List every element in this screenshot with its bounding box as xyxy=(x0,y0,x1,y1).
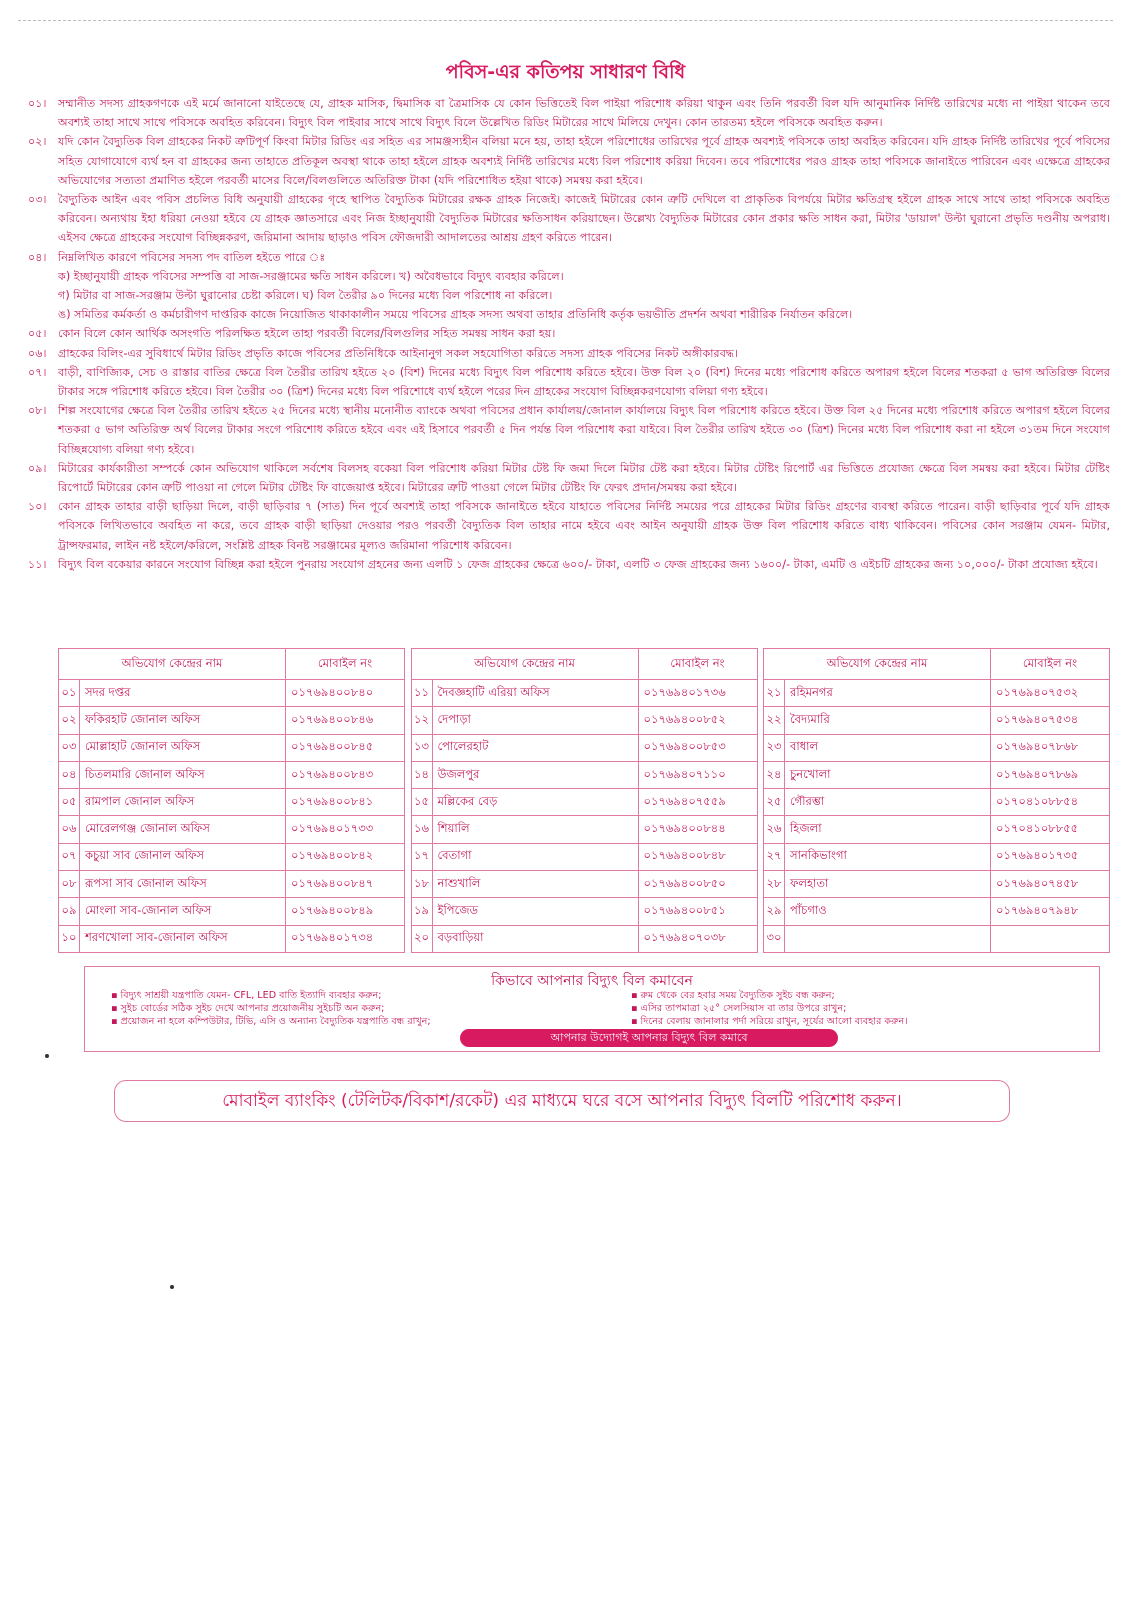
phone-cell: ০১৭৬৯৪০০৮৪৪ xyxy=(638,816,757,843)
phone-cell: ০১৭৬৯৪০০৮৫০ xyxy=(638,871,757,898)
serial-cell: ২৭ xyxy=(764,843,785,870)
phone-cell xyxy=(991,925,1110,952)
phone-cell: ০১৭৬৯৪০০৮৪৫ xyxy=(286,734,405,761)
phone-cell: ০১৭৬৯৪০০৮৪৬ xyxy=(286,707,405,734)
rule-item xyxy=(28,324,1110,343)
table-row xyxy=(764,789,1110,816)
rule-item xyxy=(28,363,1110,401)
serial-cell: ২৮ xyxy=(764,871,785,898)
tip-item: ▪ এসির তাপমাত্রা ২৫° সেলসিয়াস বা তার উপরে রাখুন; xyxy=(631,1003,847,1014)
complaint-centers xyxy=(58,648,1110,953)
phone-cell: ০১৭৬৯৪০০৮৪০ xyxy=(286,680,405,707)
tip-item: ▪ বিদ্যুৎ সাশ্রয়ী যন্ত্রপাতি যেমন- CFL, LED বাতি ইত্যাদি ব্যবহার করুন; xyxy=(111,990,382,1001)
rule-text: গ্রাহকের বিলিং-এর সুবিধার্থে মিটার রিডিং প্রভৃতি কাজে পবিসের প্রতিনিধিকে আইনানুগ সকল সহযোগিতা করিতে সদস্য গ্রাহক পবিসের নিকট অঙ্গীকারবদ্ধ। xyxy=(58,346,739,360)
header-mobile: মোবাইল নং xyxy=(991,649,1110,680)
center-name-cell: বেতাগা xyxy=(432,843,638,870)
phone-cell: ০১৭৬৯৪০০৮৪১ xyxy=(286,789,405,816)
rule-number: ০১। xyxy=(28,97,47,110)
slogan-badge: আপনার উদ্যোগই আপনার বিদ্যুৎ বিল কমাবে xyxy=(460,1029,838,1047)
table-row xyxy=(59,734,405,761)
rule-item xyxy=(28,344,1110,363)
rule-number: ০২। xyxy=(28,135,47,149)
tip-item: ▪ রুম থেকে বের হবার সময় বৈদ্যুতিক সুইচ বন্ধ করুন; xyxy=(631,990,835,1001)
rule-text: বৈদ্যুতিক আইন এবং পবিস প্রচলিত বিধি অনুযায়ী গ্রাহকের গৃহে স্থাপিত বৈদ্যুতিক মিটারের রক্ষক গ্রাহক নিজেই। কাজেই মিটারের কোন ত্রুটি দেখিলে বা প্রাকৃতিক বিপর্যয়ে মিটার ক্ষতিগ্রস্থ হইলে গ্রাহক সাথে সাথে তাহা পবিসকে অবহিত করিবেন। অন্যথায় ইহা ধরিয়া নেওয়া হইবে যে গ্রাহক জ্ঞাতসারে এবং নিজ ইচ্ছানুযায়ী বৈদ্যুতিক মিটারের ক্ষতিসাধন করিয়াছেন। উল্লেখ্য বৈদ্যুতিক মিটারের কোন প্রকার ক্ষতি সাধন করা, মিটার 'ডায়াল' উল্টা ঘুরানো প্রভৃতি দণ্ডনীয় অপরাধ। এইসব ক্ষেত্রে গ্রাহকের সংযোগ বিচ্ছিন্নকরণ, জরিমানা আদায় ছাড়াও পবিস ফৌজদারী আদালতের আশ্রয় গ্রহণ করিতে পারেন। xyxy=(58,193,1110,245)
table-row xyxy=(411,761,757,788)
header-mobile: মোবাইল নং xyxy=(286,649,405,680)
phone-cell: ০১৭৬৯৪০০৮৪৭ xyxy=(286,871,405,898)
rule-text: যদি কোন বৈদ্যুতিক বিল গ্রাহকের নিকট ত্রুটিপূর্ণ কিংবা মিটার রিডিং এর সহিত এর সামঞ্জস্যহীন বলিয়া মনে হয়, তাহা হইলে পরিশোধের তারিখের পূর্বে গ্রাহক অবশ্যই পবিসকে তাহা অবহিত করিবেন। যদি গ্রাহক নির্দিষ্ট তারিখের পূর্বে পবিসের সহিত যোগাযোগে ব্যর্থ হন বা গ্রাহকের জন্য তাহাতে প্রতিকূল অবস্থা থাকে তাহা হইলে গ্রাহক অবশ্যই নির্দিষ্ট তারিখের মধ্যে বিল পরিশোধ করিয়া দিবেন। তবে পরিশোধের পরও গ্রাহক তাহা পবিসকে জানাইতে পারিবেন এবং এক্ষেত্রে গ্রাহকের অভিযোগের সত্যতা প্রমাণিত হইলে পরবর্তী মাসের বিলে/বিলগুলিতে অতিরিক্ত টাকা (যদি পরিশোধিত হইয়া থাকে) সমন্বয় করা হইবে। xyxy=(58,135,1110,187)
rules-list xyxy=(28,94,1110,574)
phone-cell: ০১৭০৪১০৮৮৫৫ xyxy=(991,816,1110,843)
rule-number: ০৩। xyxy=(28,193,47,207)
tip-item: ▪ দিনের বেলায় জানালার পর্দা সরিয়ে রাখুন, সূর্যের আলো ব্যবহার করুন। xyxy=(631,1016,908,1027)
rule-number: ০৫। xyxy=(28,327,47,341)
serial-cell: ১৫ xyxy=(411,789,432,816)
center-name-cell: রহিমনগর xyxy=(785,680,991,707)
table-row xyxy=(411,925,757,952)
serial-cell: ০৮ xyxy=(59,871,80,898)
phone-cell: ০১৭৬৯৪০১৭৩৪ xyxy=(286,925,405,952)
rule-text: কোন বিলে কোন আর্থিক অসংগতি পরিলক্ষিত হইলে তাহা পরবর্তী বিলের/বিলগুলির সহিত সমন্বয় সাধন করা হয়। xyxy=(58,327,556,341)
table-row xyxy=(59,707,405,734)
phone-cell: ০১৭৬৯৪০০৮৫৩ xyxy=(638,734,757,761)
tip-item: ▪ সুইচ বোর্ডের সঠিক সুইচ দেখে আপনার প্রয়োজনীয় সুইচটি অন করুন; xyxy=(111,1003,385,1014)
table-row xyxy=(764,925,1110,952)
serial-cell: ৩০ xyxy=(764,925,785,952)
rule-item xyxy=(28,497,1110,555)
phone-cell: ০১৭৬৯৪০৭৪৫৮ xyxy=(991,871,1110,898)
rule-item xyxy=(28,401,1110,459)
rule-item xyxy=(28,132,1110,190)
serial-cell: ১৯ xyxy=(411,898,432,925)
rule-number: ০৮। xyxy=(28,404,47,418)
rule-text: বাড়ী, বাণিজ্যিক, সেচ ও রাস্তার বাতির ক্ষেত্রে বিল তৈরীর তারিখ হইতে ২০ (বিশ) দিনের মধ্যে বিদ্যুৎ বিল পরিশোধ করিতে হইবে। উক্ত বিল ২০ (বিশ) দিনের মধ্যে পরিশোধ করিতে অপারগ হইলে বিলের শতকরা ৫ ভাগ অতিরিক্ত বিলের টাকার সঙ্গে পরিশোধ করিতে হইবে। বিল তৈরীর ৩০ (ত্রিশ) দিনের মধ্যে বিল পরিশোধে ব্যর্থ হইলে পরের দিন গ্রাহকের সংযোগ বিচ্ছিন্নকরণযোগ্য বলিয়া গণ্য হইবে। xyxy=(58,365,1110,399)
phone-cell: ০১৭৬৯৪০০৮৪৮ xyxy=(638,843,757,870)
serial-cell: ১৪ xyxy=(411,761,432,788)
table-row xyxy=(59,925,405,952)
center-name-cell: চিতলমারি জোনাল অফিস xyxy=(80,761,286,788)
center-name-cell: শরণখোলা সাব-জোনাল অফিস xyxy=(80,925,286,952)
center-name-cell: কচুয়া সাব জোনাল অফিস xyxy=(80,843,286,870)
rule-number: ০৯। xyxy=(28,461,47,475)
tips-list xyxy=(85,989,1099,1028)
header-mobile: মোবাইল নং xyxy=(638,649,757,680)
center-name-cell: মল্লিকের বেড় xyxy=(432,789,638,816)
serial-cell: ০১ xyxy=(59,680,80,707)
center-name-cell: সানকিভাংগা xyxy=(785,843,991,870)
serial-cell: ০৬ xyxy=(59,816,80,843)
rule-number: ১০। xyxy=(28,500,47,514)
energy-saving-tips xyxy=(84,966,1100,1052)
tips-title: কিভাবে আপনার বিদ্যুৎ বিল কমাবেন xyxy=(491,973,693,989)
header-center-name: অভিযোগ কেন্দ্রের নাম xyxy=(59,649,286,680)
table-row xyxy=(59,871,405,898)
rule-text: কোন গ্রাহক তাহার বাড়ী ছাড়িয়া দিলে, বাড়ী ছাড়িবার ৭ (সাত) দিন পূর্বে অবশ্যই তাহা পবিসকে জানাইতে হইবে যাহাতে পবিসের নির্দিষ্ট সময়ের পরে গ্রাহকের মিটার রিডিং গ্রহণের ব্যবস্থা করিতে পারেন। বাড়ী ছাড়িবার পূর্বে যদি গ্রাহক পবিসকে লিখিতভাবে অবহিত না করে, তবে গ্রাহক বাড়ী ছাড়িয়া দেওয়ার পরও পরবর্তী বৈদ্যুতিক বিল তাহার নামে হইবে এবং আইন অনুযায়ী গ্রাহক উক্ত বিল পরিশোধ করিতে বাধ্য থাকিবেন। পবিসের কোন সরঞ্জাম যেমন- মিটার, ট্রান্সফরমার, লাইন নষ্ট হইলে/করিলে, সংশ্লিষ্ট গ্রাহক বিনষ্ট সরঞ্জামের মূল্যও জরিমানা পরিশোধ করিবেন। xyxy=(58,500,1110,552)
table-row xyxy=(411,680,757,707)
table-row xyxy=(59,680,405,707)
center-name-cell: উজলপুর xyxy=(432,761,638,788)
rule-text: বিদ্যুৎ বিল বকেয়ার কারনে সংযোগ বিচ্ছিন্ন করা হইলে পুনরায় সংযোগ গ্রহনের জন্য এলটি ১ ফেজ গ্রাহকের ক্ষেত্রে ৬০০/- টাকা, এলটি ৩ ফেজ গ্রাহকের জন্য ১৬০০/- টাকা, এমটি ও এইচটি গ্রাহকের জন্য ১০,০০০/- টাকা প্রযোজ্য হইবে। xyxy=(58,557,1098,571)
phone-cell: ০১৭৬৯৪০১৭৩৬ xyxy=(638,680,757,707)
center-name-cell: মোরেলগঞ্জ জোনাল অফিস xyxy=(80,816,286,843)
office-table xyxy=(411,648,758,953)
rule-text: নিম্নলিখিত কারণে পবিসের সদস্য পদ বাতিল হইতে পারে ঃ xyxy=(58,250,326,264)
center-name-cell: হিজলা xyxy=(785,816,991,843)
serial-cell: ০৪ xyxy=(59,761,80,788)
center-name-cell: পোলেরহাট xyxy=(432,734,638,761)
center-name-cell: দেপাড়া xyxy=(432,707,638,734)
table-row xyxy=(59,816,405,843)
mobile-banking-banner: মোবাইল ব্যাংকিং (টেলিটক/বিকাশ/রকেট) এর মাধ্যমে ঘরে বসে আপনার বিদ্যুৎ বিলটি পরিশোধ করুন। xyxy=(114,1080,1010,1122)
serial-cell: ১৭ xyxy=(411,843,432,870)
header-center-name: অভিযোগ কেন্দ্রের নাম xyxy=(764,649,991,680)
serial-cell: ০৫ xyxy=(59,789,80,816)
phone-cell: ০১৭৬৯৪০০৮৪২ xyxy=(286,843,405,870)
serial-cell: ২৪ xyxy=(764,761,785,788)
table-header-row xyxy=(411,649,757,680)
center-name-cell: বড়বাড়িয়া xyxy=(432,925,638,952)
table-row xyxy=(411,789,757,816)
serial-cell: ২৬ xyxy=(764,816,785,843)
rule-text: শিল্প সংযোগের ক্ষেত্রে বিল তৈরীর তারিখ হইতে ২৫ দিনের মধ্যে স্থানীয় মনোনীত ব্যাংকে অথবা পবিসের প্রধান কার্যালয়/জোনাল কার্যালয়ে বিদ্যুৎ বিল পরিশোধ করিতে হইবে। উক্ত বিল ২৫ দিনের মধ্যে পরিশোধ করিতে অপারগ হইলে বিলের শতকরা ৫ ভাগ অতিরিক্ত অর্থ বিলের টাকার সংগে পরিশোধ করিতে হইবে এবং এই হিসাবে পরবর্তী ৫ দিন পর্যন্ত বিল পরিশোধ করা যাইবে। বিল তৈরীর তারিখ হইতে ৩০ (ত্রিশ) দিনের মধ্যে বিল পরিশোধ করা না হইলে ৩১তম দিনে সংযোগ বিচ্ছিন্নযোগ্য বলিয়া গণ্য হইবে। xyxy=(58,404,1110,456)
phone-cell: ০১৭৬৯৪০১৭৩৫ xyxy=(991,843,1110,870)
serial-cell: ১১ xyxy=(411,680,432,707)
phone-cell: ০১৭৬৯৪০০৮৪৩ xyxy=(286,761,405,788)
table-row xyxy=(764,761,1110,788)
table-row xyxy=(764,734,1110,761)
rule-item xyxy=(28,555,1110,574)
phone-cell: ০১৭৬৯৪০০৮৪৯ xyxy=(286,898,405,925)
phone-cell: ০১৭৬৯৪০৭০৩৮ xyxy=(638,925,757,952)
table-row xyxy=(411,734,757,761)
rule-item xyxy=(28,459,1110,497)
office-table xyxy=(58,648,405,953)
center-name-cell: ফলহাতা xyxy=(785,871,991,898)
center-name-cell: গৌরম্ভা xyxy=(785,789,991,816)
table-row xyxy=(411,816,757,843)
serial-cell: ২০ xyxy=(411,925,432,952)
serial-cell: ০৭ xyxy=(59,843,80,870)
center-name-cell: রূপসা সাব জোনাল অফিস xyxy=(80,871,286,898)
center-name-cell: মোংলা সাব-জোনাল অফিস xyxy=(80,898,286,925)
center-name-cell: ইপিজেড xyxy=(432,898,638,925)
center-name-cell: মোল্লাহাট জোনাল অফিস xyxy=(80,734,286,761)
rule-text: মিটারের কার্যকারীতা সম্পর্কে কোন অভিযোগ থাকিলে সর্বশেষ বিলসহ বকেয়া বিল পরিশোধ করিয়া মিটার টেষ্ট ফি জমা দিলে মিটার টেষ্ট করা হইবে। মিটার টেষ্টিং রিপোর্ট এর ভিত্তিতে প্রযোজ্য ক্ষেত্রে বিল সমন্বয় করা হইবে। মিটার টেষ্টিং রিপোর্টে মিটারের কোন ত্রুটি পাওয়া না গেলে মিটার টেষ্টিং ফি বাজেয়াপ্ত হইবে। মিটারের ত্রুটি পাওয়া গেলে মিটার টেষ্টিং ফি ফেরৎ প্রদান/সমন্বয় করা হইবে। xyxy=(58,461,1110,495)
serial-cell: ২৩ xyxy=(764,734,785,761)
phone-cell: ০১৭৬৯৪০৭৫৩৪ xyxy=(991,707,1110,734)
phone-cell: ০১৭৬৯৪০৭৫৫৯ xyxy=(638,789,757,816)
phone-cell: ০১৭৬৯৪০১৭৩৩ xyxy=(286,816,405,843)
serial-cell: ২৫ xyxy=(764,789,785,816)
center-name-cell: দৈবজ্ঞহাটি এরিয়া অফিস xyxy=(432,680,638,707)
center-name-cell: চুনখোলা xyxy=(785,761,991,788)
header-center-name: অভিযোগ কেন্দ্রের নাম xyxy=(411,649,638,680)
rule-number: ০৪। xyxy=(28,250,47,264)
table-row xyxy=(764,871,1110,898)
table-row xyxy=(411,898,757,925)
serial-cell: ২২ xyxy=(764,707,785,734)
serial-cell: ১৩ xyxy=(411,734,432,761)
center-name-cell: রামপাল জোনাল অফিস xyxy=(80,789,286,816)
phone-cell: ০১৭৬৯৪০৭৫৩২ xyxy=(991,680,1110,707)
table-row xyxy=(764,680,1110,707)
center-name-cell: বাধাল xyxy=(785,734,991,761)
rule-item xyxy=(28,248,1110,267)
center-name-cell xyxy=(785,925,991,952)
table-row xyxy=(59,843,405,870)
office-table xyxy=(763,648,1110,953)
center-name-cell: বৈদ্যমারি xyxy=(785,707,991,734)
table-row xyxy=(411,707,757,734)
center-name-cell: নাশুখালি xyxy=(432,871,638,898)
table-row xyxy=(59,898,405,925)
rule-number: ০৬। xyxy=(28,346,47,360)
center-name-cell: সদর দপ্তর xyxy=(80,680,286,707)
table-row xyxy=(764,843,1110,870)
table-header-row xyxy=(59,649,405,680)
center-name-cell: শিয়ালি xyxy=(432,816,638,843)
table-row xyxy=(59,789,405,816)
phone-cell: ০১৭৬৯৪০৭১১০ xyxy=(638,761,757,788)
rule-text: সম্মানীত সদস্য গ্রাহকগণকে এই মর্মে জানানো যাইতেছে যে, গ্রাহক মাসিক, দ্বিমাসিক বা ত্রৈমাসিক যে কোন ভিত্তিতেই বিল পাইয়া পরিশোধ করিয়া থাকুন এবং তিনি পরবর্তী বিল যদি আনুমানিক নির্দিষ্ট তারিখের মধ্যে না পাইয়া থাকেন তবে অবশ্যই তাহা সাথে সাথে পবিসকে অবহিত করিবেন। বিদ্যুৎ বিল পাইবার সাথে সাথে বিদ্যুৎ বিলে উল্লেখিত রিডিং মিটারের সাথে মিলিয়ে দেখুন। কোন তারতম্য হইলে পবিসকে অবহিত করুন। xyxy=(58,97,1110,130)
serial-cell: ০৩ xyxy=(59,734,80,761)
phone-cell: ০১৭০৪১০৮৮৫৪ xyxy=(991,789,1110,816)
scan-speck xyxy=(170,1285,174,1289)
serial-cell: ১০ xyxy=(59,925,80,952)
table-row xyxy=(59,761,405,788)
tip-item: ▪ প্রয়োজন না হলে কম্পিউটার, টিভি, এসি ও অন্যান্য বৈদ্যুতিক যন্ত্রপাতি বন্ধ রাখুন; xyxy=(111,1016,431,1027)
table-row xyxy=(764,707,1110,734)
serial-cell: ০২ xyxy=(59,707,80,734)
rule-item xyxy=(28,94,1110,132)
table-row xyxy=(411,843,757,870)
phone-cell: ০১৭৬৯৪০০৮৫১ xyxy=(638,898,757,925)
table-row xyxy=(764,898,1110,925)
serial-cell: ২৯ xyxy=(764,898,785,925)
serial-cell: ১৮ xyxy=(411,871,432,898)
rule-number: ০৭। xyxy=(28,365,47,379)
table-row xyxy=(764,816,1110,843)
serial-cell: ১৬ xyxy=(411,816,432,843)
serial-cell: ১২ xyxy=(411,707,432,734)
table-row xyxy=(411,871,757,898)
center-name-cell: ফকিরহাট জোনাল অফিস xyxy=(80,707,286,734)
serial-cell: ২১ xyxy=(764,680,785,707)
phone-cell: ০১৭৬৯৪০০৮৫২ xyxy=(638,707,757,734)
table-header-row xyxy=(764,649,1110,680)
rule-sub-item: ক) ইচ্ছানুযায়ী গ্রাহক পবিসের সম্পত্তি বা সাজ-সরঞ্জামের ক্ষতি সাধন করিলে। খ) অবৈধভাবে বিদ্যুৎ ব্যবহার করিলে। xyxy=(58,269,564,283)
scan-speck xyxy=(45,1054,49,1058)
rule-sub-item: গ) মিটার বা সাজ-সরঞ্জাম উল্টা ঘুরানোর চেষ্টা করিলে। ঘ) বিল তৈরীর ৯০ দিনের মধ্যে বিল পরিশোধ না করিলে। xyxy=(58,289,553,303)
rule-item xyxy=(28,190,1110,248)
phone-cell: ০১৭৬৯৪০৭৮৬৯ xyxy=(991,761,1110,788)
serial-cell: ০৯ xyxy=(59,898,80,925)
phone-cell: ০১৭৬৯৪০৭৯৪৮ xyxy=(991,898,1110,925)
center-name-cell: পাঁচগাও xyxy=(785,898,991,925)
page-title: পবিস-এর কতিপয় সাধারণ বিধি xyxy=(445,61,686,83)
top-border xyxy=(18,20,1113,21)
rule-sub-item: ঙ) সমিতির কর্মকর্তা ও কর্মচারীগণ দাপ্তরিক কাজে নিয়োজিত থাকাকালীন সময়ে পবিসের গ্রাহক সদস্য অথবা তাহার প্রতিনিধি কর্তৃক ভয়ভীতি প্রদর্শন অথবা শারীরিক নির্যাতন করিলে। xyxy=(58,308,853,322)
rule-number: ১১। xyxy=(28,557,47,571)
phone-cell: ০১৭৬৯৪০৭৮৬৮ xyxy=(991,734,1110,761)
